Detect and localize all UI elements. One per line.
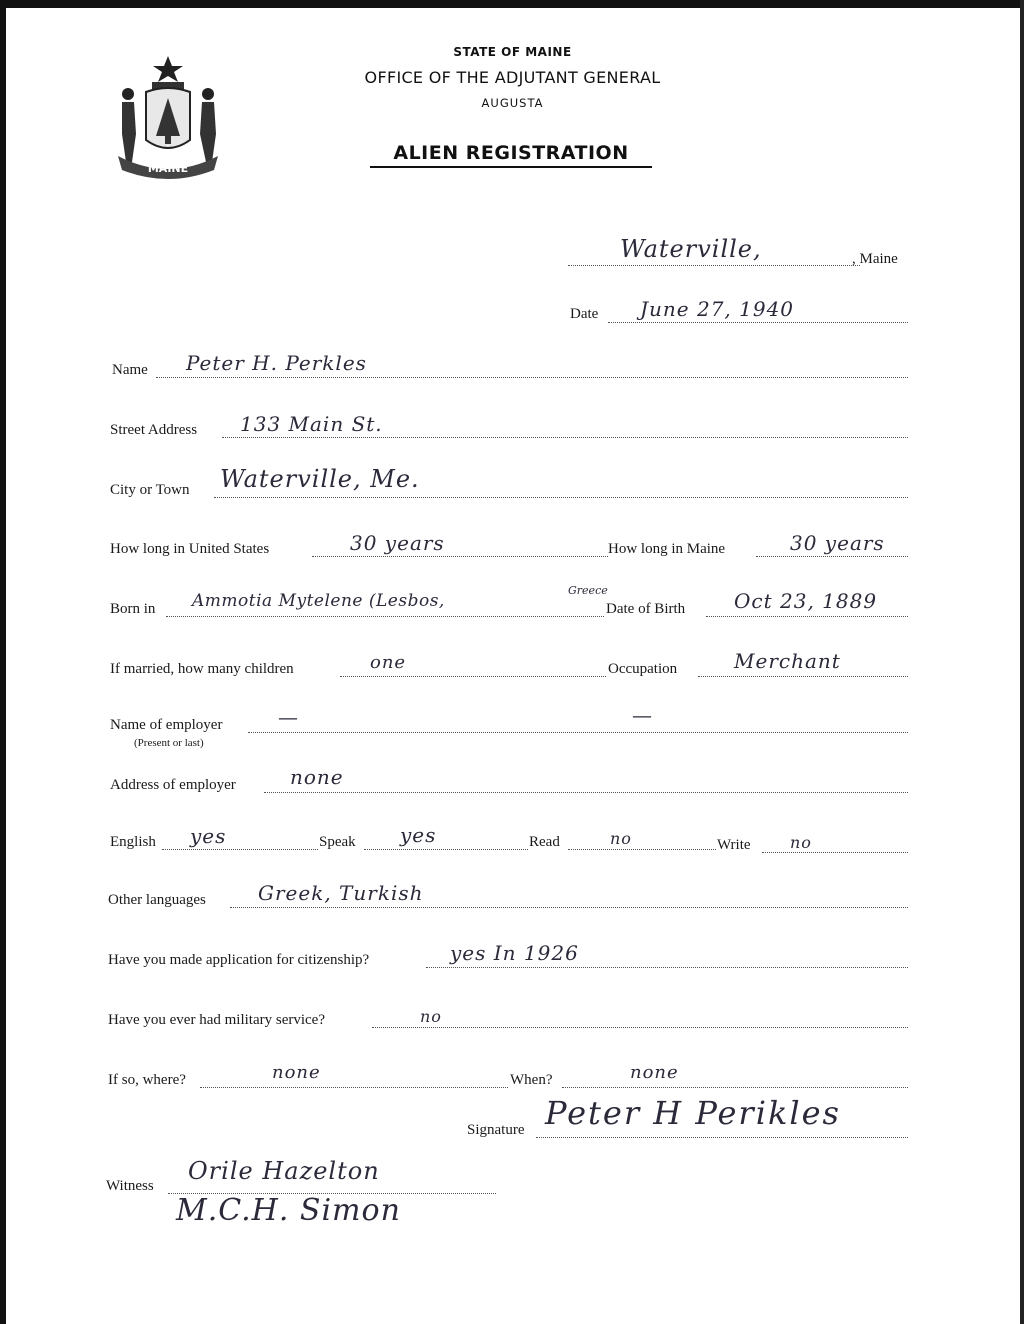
signature-field-line [536, 1137, 908, 1138]
dob-field-line [706, 616, 908, 617]
date-value: June 27, 1940 [640, 297, 795, 321]
where-field-line [200, 1087, 508, 1088]
signature-label: Signature [467, 1122, 525, 1138]
city-field-line [214, 497, 908, 498]
employer-name-label: Name of employer [110, 717, 223, 733]
city-value: Waterville, Me. [220, 465, 420, 493]
name-label: Name [112, 362, 148, 378]
citizenship-label: Have you made application for citizenship? [108, 952, 370, 968]
other-languages-field-line [230, 907, 908, 908]
street-label: Street Address [110, 422, 198, 438]
military-value: no [420, 1007, 442, 1026]
occupation-value: Merchant [734, 649, 841, 673]
occupation-label: Occupation [608, 661, 678, 677]
witness-2-value: M.C.H. Simon [176, 1193, 401, 1228]
employer-name-value: — [278, 705, 299, 729]
how-long-us-label: How long in United States [110, 541, 270, 557]
witness-label: Witness [106, 1178, 154, 1194]
where-value: none [272, 1062, 321, 1083]
scan-border-top [0, 0, 1024, 8]
witness-1-value: Orile Hazelton [188, 1157, 380, 1185]
children-label: If married, how many children [110, 661, 294, 677]
born-in-note: Greece [568, 584, 608, 597]
where-label: If so, where? [108, 1072, 186, 1088]
born-in-label: Born in [110, 601, 156, 617]
employer-name-value-2: — [632, 703, 653, 727]
how-long-us-value: 30 years [350, 531, 445, 555]
read-label: Read [529, 834, 560, 850]
form-title: ALIEN REGISTRATION [370, 142, 652, 168]
write-field-line [762, 852, 908, 853]
english-value: yes [190, 824, 227, 848]
how-long-maine-field-line [756, 556, 908, 557]
svg-text:MAINE: MAINE [147, 162, 189, 175]
english-field-line [162, 849, 318, 850]
read-value: no [610, 829, 632, 848]
town-value: Waterville, [620, 235, 762, 263]
date-field-line [608, 322, 908, 323]
military-label: Have you ever had military service? [108, 1012, 325, 1028]
town-field-line [568, 265, 860, 266]
header-city: AUGUSTA [481, 96, 544, 110]
scan-border-right [1020, 0, 1024, 1324]
city-label: City or Town [110, 482, 190, 498]
how-long-maine-value: 30 years [790, 531, 885, 555]
when-value: none [630, 1062, 679, 1083]
english-label: English [110, 834, 156, 850]
citizenship-field-line [426, 967, 908, 968]
dob-value: Oct 23, 1889 [734, 589, 878, 613]
speak-label: Speak [319, 834, 356, 850]
employer-name-note: (Present or last) [134, 737, 204, 749]
employer-address-field-line [264, 792, 908, 793]
when-label: When? [510, 1072, 553, 1088]
military-field-line [372, 1027, 908, 1028]
born-in-field-line [166, 616, 604, 617]
header-state: STATE OF MAINE [453, 45, 572, 59]
speak-field-line [364, 849, 528, 850]
scan-border-left [0, 0, 6, 1324]
employer-address-value: none [290, 765, 344, 789]
born-in-value: Ammotia Mytelene (Lesbos, [192, 591, 445, 611]
signature-value: Peter H Perikles [545, 1094, 841, 1132]
how-long-maine-label: How long in Maine [608, 541, 726, 557]
street-value: 133 Main St. [240, 412, 383, 436]
citizenship-value: yes In 1926 [450, 941, 579, 965]
maine-label: , Maine [852, 251, 898, 267]
header-office: OFFICE OF THE ADJUTANT GENERAL [364, 68, 661, 87]
dob-label: Date of Birth [606, 601, 686, 617]
children-field-line [340, 676, 606, 677]
read-field-line [568, 849, 716, 850]
write-value: no [790, 833, 812, 852]
when-field-line [562, 1087, 908, 1088]
other-languages-value: Greek, Turkish [258, 881, 424, 905]
speak-value: yes [400, 823, 437, 847]
other-languages-label: Other languages [108, 892, 206, 908]
name-field-line [156, 377, 908, 378]
write-label: Write [717, 837, 751, 853]
employer-address-label: Address of employer [110, 777, 236, 793]
employer-name-field-line [248, 732, 908, 733]
children-value: one [370, 652, 407, 673]
name-value: Peter H. Perkles [186, 351, 367, 375]
maine-state-seal-icon [108, 52, 228, 182]
street-field-line [222, 437, 908, 438]
how-long-us-field-line [312, 556, 608, 557]
occupation-field-line [698, 676, 908, 677]
date-label: Date [570, 306, 599, 322]
